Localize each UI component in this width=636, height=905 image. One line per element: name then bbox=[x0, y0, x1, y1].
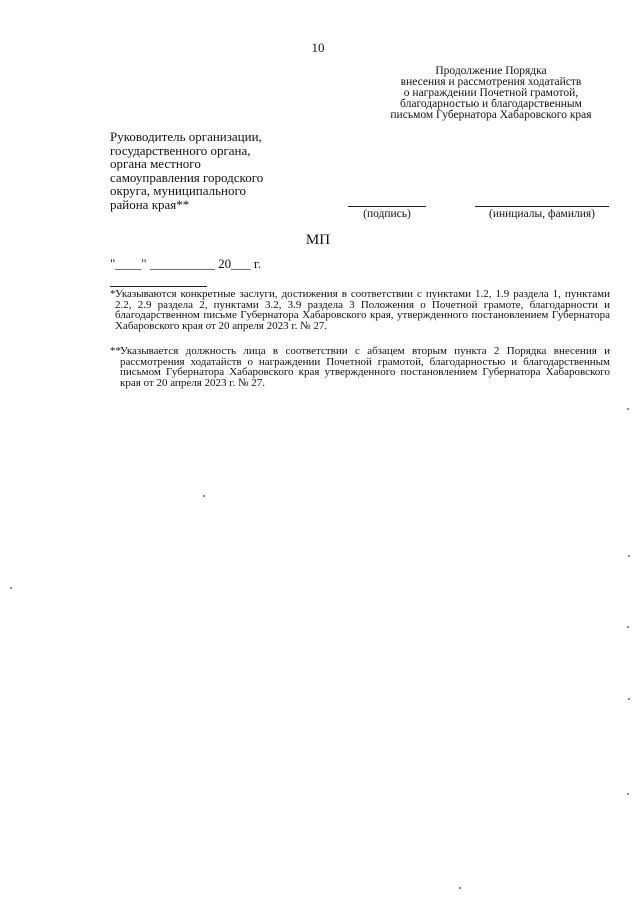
continuation-line: внесения и рассмотрения ходатайств bbox=[400, 76, 582, 88]
name-label: (инициалы, фамилия) bbox=[488, 208, 596, 220]
signature-label: (подпись) bbox=[363, 208, 411, 220]
signer-line: самоуправления городского bbox=[110, 169, 264, 185]
signature-line bbox=[348, 206, 426, 207]
seal-mark: МП bbox=[305, 232, 331, 248]
signer-line: округа, муниципального bbox=[110, 183, 247, 198]
footnote bbox=[110, 346, 610, 388]
signer-line: Руководитель организации, bbox=[110, 129, 262, 144]
scan-speck bbox=[627, 408, 629, 410]
continuation-line: письмом Губернатора Хабаровского края bbox=[390, 109, 592, 121]
scan-speck bbox=[628, 698, 630, 700]
continuation-line: благодарностью и благодарственным bbox=[400, 98, 582, 110]
scan-speck bbox=[627, 626, 629, 628]
continuation-line: о награждении Почетной грамотой, bbox=[403, 87, 579, 99]
signer-line: государственного органа, bbox=[110, 142, 251, 158]
scan-speck bbox=[10, 587, 12, 589]
footnote-mark: * bbox=[110, 288, 116, 300]
footnote bbox=[110, 289, 610, 331]
footnote-separator bbox=[110, 286, 207, 287]
footnote-text: Указываются конкретные заслуги, достижения в соответствии с пунктами 1.2, 1.9 раздела 1, пунктами 2.2, 2.9 раздела 2, пунктами 3.2, 3.9 раздела 3 Положения о Почетной грамоте, благодарности и благодарственном письме Губернатора Хабаровского края, утвержденного постановлением Губернатора Хабаровского края от 20 апреля 2023 г. № 27. bbox=[115, 288, 610, 332]
signer-line: органа местного bbox=[110, 156, 201, 171]
name-line bbox=[475, 206, 609, 207]
continuation-line: Продолжение Порядка bbox=[435, 65, 547, 77]
scan-speck bbox=[628, 555, 630, 557]
scan-speck bbox=[627, 793, 629, 795]
signer-line: района края** bbox=[110, 196, 190, 212]
footnote-text: Указывается должность лица в соответствии с абзацем вторым пункта 2 Порядка внесения и рассмотрения ходатайств о награждении Почетной грамотой, благодарностью и благодарственным письмом Губернатора Хабаровского края утвержденного постановлением Губернатора Хабаровского края от 20 апреля 2023 г. № 27. bbox=[120, 345, 610, 389]
continuation-header bbox=[370, 66, 612, 121]
scan-speck bbox=[459, 887, 461, 889]
footnote-mark: ** bbox=[110, 345, 121, 357]
date-line: "____" __________ 20___ г. bbox=[110, 256, 261, 271]
signer-title bbox=[110, 130, 310, 211]
page-number: 10 bbox=[311, 40, 325, 55]
scan-speck bbox=[203, 495, 205, 497]
